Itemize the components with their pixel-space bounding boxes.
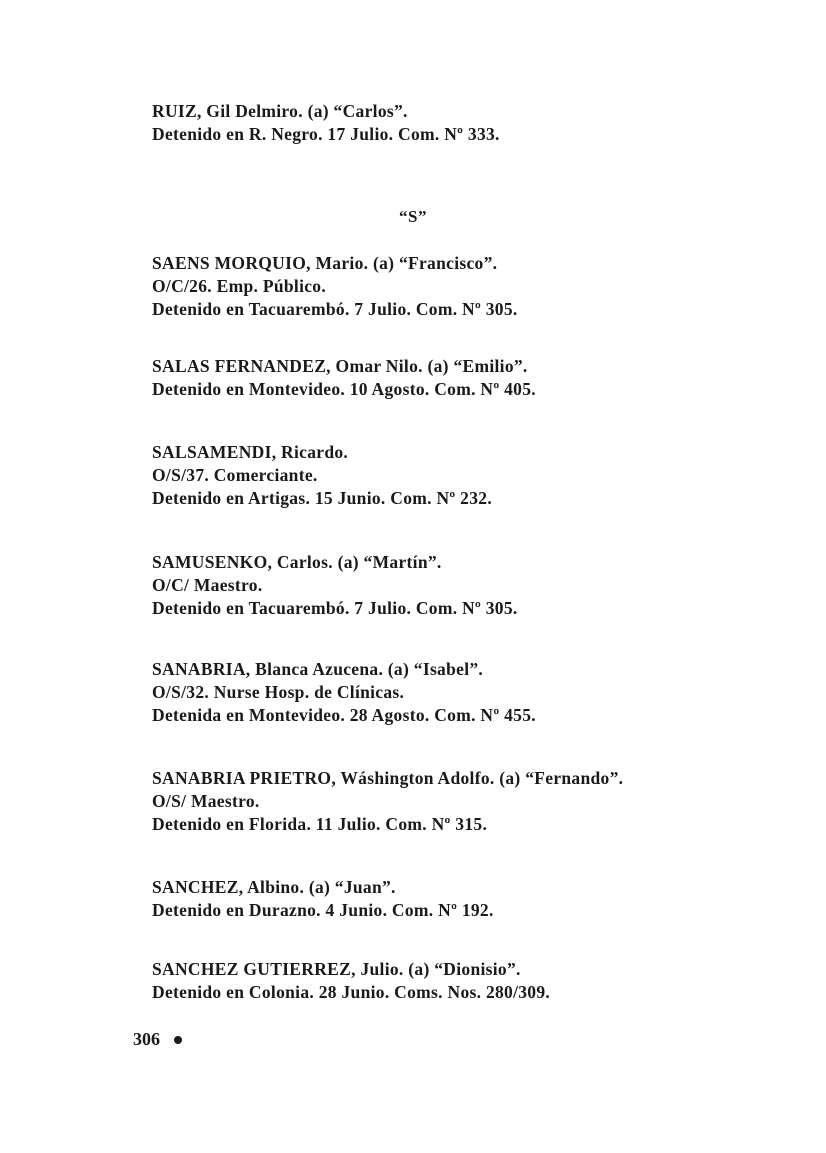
entry-salsamendi	[152, 441, 792, 510]
entry-detail-line: Detenido en Colonia. 28 Junio. Coms. Nos. 280/309.	[152, 982, 551, 1002]
entry-name-line: SALSAMENDI, Ricardo.	[152, 442, 349, 462]
entry-ruiz	[152, 100, 792, 146]
entry-name-line: RUIZ, Gil Delmiro. (a) “Carlos”.	[152, 101, 408, 121]
entry-salas-fernandez	[152, 355, 792, 401]
page-footer	[133, 1029, 182, 1050]
entry-sanchez-gutierrez	[152, 958, 792, 1004]
entry-name-line: SALAS FERNANDEZ, Omar Nilo. (a) “Emilio”.	[152, 356, 528, 376]
entry-sanabria	[152, 658, 792, 727]
entry-name-line: SANCHEZ GUTIERREZ, Julio. (a) “Dionisio”.	[152, 959, 521, 979]
entry-saens-morquio	[152, 252, 792, 321]
entry-name-line: SAMUSENKO, Carlos. (a) “Martín”.	[152, 552, 442, 572]
entry-detail-line: O/S/32. Nurse Hosp. de Clínicas.	[152, 682, 405, 702]
section-letter-heading: “S”	[399, 207, 427, 226]
bullet-icon	[174, 1036, 182, 1044]
page-number: 306	[133, 1029, 160, 1049]
entry-name-line: SANABRIA PRIETRO, Wáshington Adolfo. (a) “Fernando”.	[152, 768, 624, 788]
entry-detail-line: Detenido en Durazno. 4 Junio. Com. Nº 192.	[152, 900, 494, 920]
entry-detail-line: Detenido en Tacuarembó. 7 Julio. Com. Nº 305.	[152, 598, 518, 618]
entry-detail-line: O/S/ Maestro.	[152, 791, 260, 811]
entry-detail-line: Detenido en Montevideo. 10 Agosto. Com. Nº 405.	[152, 379, 536, 399]
entry-samusenko	[152, 551, 792, 620]
entry-name-line: SANABRIA, Blanca Azucena. (a) “Isabel”.	[152, 659, 484, 679]
entry-name-line: SAENS MORQUIO, Mario. (a) “Francisco”.	[152, 253, 498, 273]
entry-sanabria-prietro	[152, 767, 792, 836]
entry-detail-line: Detenido en Florida. 11 Julio. Com. Nº 315.	[152, 814, 488, 834]
entry-detail-line: Detenido en R. Negro. 17 Julio. Com. Nº 333.	[152, 124, 500, 144]
entry-detail-line: Detenido en Artigas. 15 Junio. Com. Nº 232.	[152, 488, 492, 508]
entry-detail-line: O/C/ Maestro.	[152, 575, 263, 595]
entry-name-line: SANCHEZ, Albino. (a) “Juan”.	[152, 877, 396, 897]
entry-detail-line: O/C/26. Emp. Público.	[152, 276, 327, 296]
entry-sanchez	[152, 876, 792, 922]
entry-detail-line: Detenido en Tacuarembó. 7 Julio. Com. Nº 305.	[152, 299, 518, 319]
entry-detail-line: Detenida en Montevideo. 28 Agosto. Com. Nº 455.	[152, 705, 536, 725]
entry-detail-line: O/S/37. Comerciante.	[152, 465, 318, 485]
